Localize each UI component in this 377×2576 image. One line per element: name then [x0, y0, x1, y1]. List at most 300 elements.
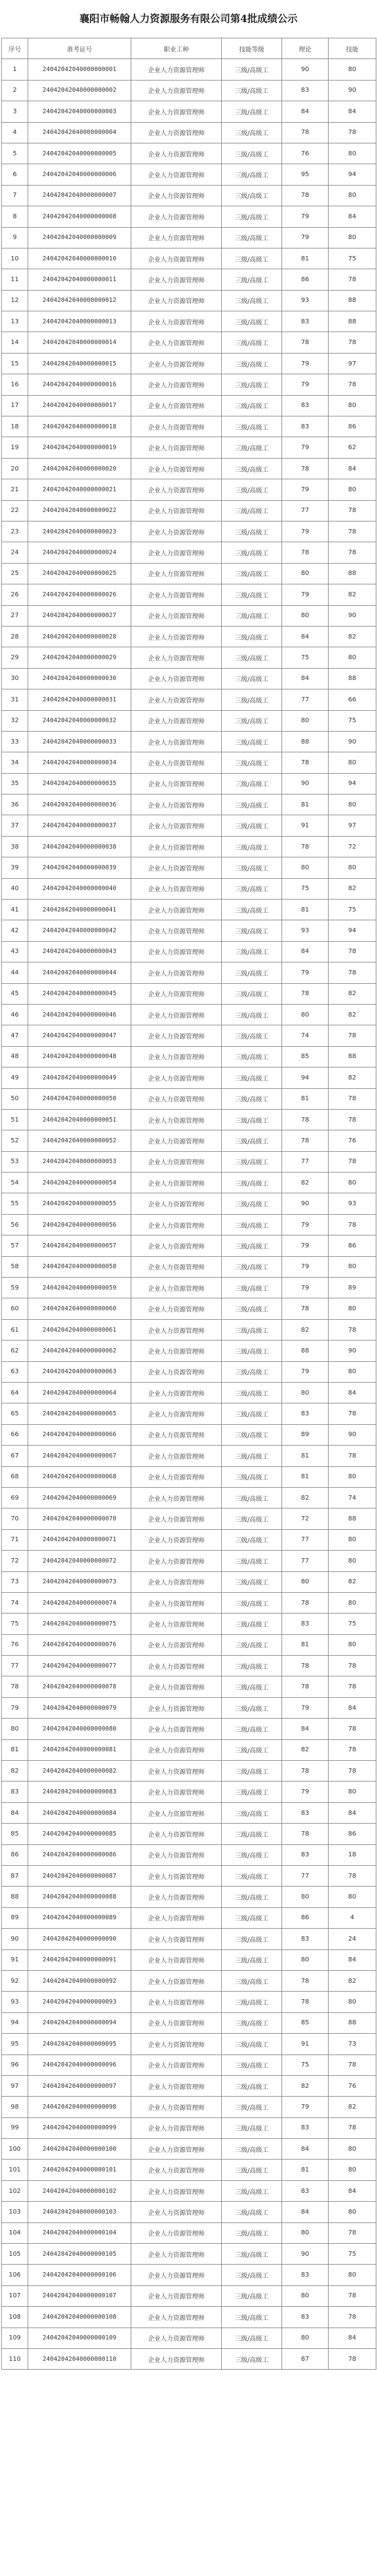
cell-skill-score: 80 [329, 1634, 376, 1655]
cell-occupation: 企业人力资源管理师 [131, 101, 222, 122]
cell-ticket-number: 24042042040000000004 [28, 122, 131, 143]
cell-skill-level: 三级/高级工 [222, 731, 282, 752]
cell-seq: 46 [2, 1004, 28, 1025]
cell-skill-level: 三级/高级工 [222, 1656, 282, 1676]
cell-skill-score: 78 [329, 2307, 376, 2328]
cell-seq: 11 [2, 269, 28, 290]
cell-ticket-number: 24042042040000000016 [28, 374, 131, 395]
cell-ticket-number: 24042042040000000014 [28, 332, 131, 353]
cell-seq: 92 [2, 1970, 28, 1991]
table-row [2, 1004, 376, 1025]
table-row [2, 1551, 376, 1571]
cell-seq: 21 [2, 479, 28, 500]
cell-skill-level: 三级/高级工 [222, 752, 282, 773]
cell-theory-score: 78 [282, 122, 329, 143]
cell-skill-level: 三级/高级工 [222, 416, 282, 437]
cell-skill-score: 78 [329, 1865, 376, 1886]
cell-skill-score: 82 [329, 1571, 376, 1592]
cell-skill-level: 三级/高级工 [222, 353, 282, 374]
cell-skill-level: 三级/高级工 [222, 1025, 282, 1046]
table-row [2, 1256, 376, 1277]
cell-seq: 89 [2, 1907, 28, 1928]
cell-ticket-number: 24042042040000000082 [28, 1761, 131, 1781]
table-row [2, 206, 376, 227]
cell-occupation: 企业人力资源管理师 [131, 2180, 222, 2201]
cell-skill-level: 三级/高级工 [222, 206, 282, 227]
cell-theory-score: 85 [282, 1046, 329, 1067]
cell-skill-score: 88 [329, 1508, 376, 1529]
cell-ticket-number: 24042042040000000068 [28, 1466, 131, 1487]
cell-ticket-number: 24042042040000000041 [28, 900, 131, 920]
cell-skill-score: 78 [329, 2222, 376, 2243]
cell-occupation: 企业人力资源管理师 [131, 2055, 222, 2075]
cell-theory-score: 78 [282, 752, 329, 773]
table-row [2, 1929, 376, 1949]
header-occupation: 职业工种 [131, 38, 222, 59]
cell-theory-score: 78 [282, 1992, 329, 2012]
cell-occupation: 企业人力资源管理师 [131, 1634, 222, 1655]
table-row [2, 1907, 376, 1928]
table-row [2, 1214, 376, 1235]
cell-skill-level: 三级/高级工 [222, 710, 282, 731]
cell-occupation: 企业人力资源管理师 [131, 668, 222, 689]
cell-skill-level: 三级/高级工 [222, 689, 282, 710]
cell-skill-level: 三级/高级工 [222, 437, 282, 458]
cell-skill-level: 三级/高级工 [222, 1929, 282, 1949]
cell-seq: 74 [2, 1592, 28, 1613]
cell-ticket-number: 24042042040000000033 [28, 731, 131, 752]
cell-ticket-number: 24042042040000000031 [28, 689, 131, 710]
cell-ticket-number: 24042042040000000070 [28, 1508, 131, 1529]
cell-theory-score: 74 [282, 1025, 329, 1046]
table-row [2, 668, 376, 689]
cell-seq: 64 [2, 1383, 28, 1403]
cell-ticket-number: 24042042040000000024 [28, 542, 131, 563]
cell-theory-score: 80 [282, 1571, 329, 1592]
cell-seq: 102 [2, 2180, 28, 2201]
table-row [2, 1278, 376, 1298]
cell-occupation: 企业人力资源管理师 [131, 269, 222, 290]
cell-ticket-number: 24042042040000000008 [28, 206, 131, 227]
cell-ticket-number: 24042042040000000027 [28, 605, 131, 626]
cell-seq: 82 [2, 1761, 28, 1781]
cell-occupation: 企业人力资源管理师 [131, 563, 222, 584]
cell-ticket-number: 24042042040000000071 [28, 1529, 131, 1550]
cell-theory-score: 79 [282, 1361, 329, 1382]
cell-skill-level: 三级/高级工 [222, 1551, 282, 1571]
cell-ticket-number: 24042042040000000017 [28, 395, 131, 416]
cell-ticket-number: 24042042040000000003 [28, 101, 131, 122]
cell-skill-score: 80 [329, 185, 376, 206]
table-row [2, 1970, 376, 1991]
cell-ticket-number: 24042042040000000074 [28, 1592, 131, 1613]
cell-skill-level: 三级/高级工 [222, 563, 282, 584]
cell-skill-score: 84 [329, 1697, 376, 1718]
table-row [2, 2117, 376, 2138]
table-row [2, 1656, 376, 1676]
cell-theory-score: 79 [282, 206, 329, 227]
cell-seq: 13 [2, 311, 28, 332]
cell-seq: 22 [2, 500, 28, 521]
table-row [2, 647, 376, 668]
cell-occupation: 企业人力资源管理师 [131, 2117, 222, 2138]
cell-skill-level: 三级/高级工 [222, 1970, 282, 1991]
cell-occupation: 企业人力资源管理师 [131, 1571, 222, 1592]
header-theory-score: 理论 [282, 38, 329, 59]
cell-skill-level: 三级/高级工 [222, 2012, 282, 2033]
cell-skill-score: 80 [329, 857, 376, 878]
table-row [2, 311, 376, 332]
cell-theory-score: 88 [282, 731, 329, 752]
cell-ticket-number: 24042042040000000064 [28, 1383, 131, 1403]
cell-theory-score: 78 [282, 332, 329, 353]
cell-occupation: 企业人力资源管理师 [131, 353, 222, 374]
cell-theory-score: 84 [282, 626, 329, 647]
table-row [2, 731, 376, 752]
cell-skill-level: 三级/高级工 [222, 1068, 282, 1088]
cell-skill-level: 三级/高级工 [222, 2180, 282, 2201]
cell-theory-score: 84 [282, 2139, 329, 2160]
cell-ticket-number: 24042042040000000099 [28, 2117, 131, 2138]
cell-ticket-number: 24042042040000000100 [28, 2139, 131, 2160]
cell-theory-score: 77 [282, 1865, 329, 1886]
cell-theory-score: 83 [282, 2117, 329, 2138]
cell-seq: 65 [2, 1403, 28, 1424]
table-row [2, 290, 376, 311]
cell-occupation: 企业人力资源管理师 [131, 1487, 222, 1508]
cell-theory-score: 77 [282, 689, 329, 710]
cell-seq: 70 [2, 1508, 28, 1529]
cell-skill-level: 三级/高级工 [222, 1193, 282, 1214]
cell-theory-score: 84 [282, 1719, 329, 1739]
cell-seq: 86 [2, 1844, 28, 1865]
table-row [2, 1109, 376, 1130]
cell-theory-score: 93 [282, 290, 329, 311]
cell-theory-score: 81 [282, 2160, 329, 2180]
table-row [2, 1634, 376, 1655]
cell-occupation: 企业人力资源管理师 [131, 752, 222, 773]
cell-theory-score: 80 [282, 1949, 329, 1970]
cell-ticket-number: 24042042040000000019 [28, 437, 131, 458]
cell-occupation: 企业人力资源管理师 [131, 1130, 222, 1151]
cell-ticket-number: 24042042040000000067 [28, 1446, 131, 1466]
cell-skill-score: 78 [329, 2348, 376, 2369]
cell-occupation: 企业人力资源管理师 [131, 164, 222, 185]
cell-occupation: 企业人力资源管理师 [131, 1824, 222, 1844]
cell-skill-score: 78 [329, 374, 376, 395]
table-row [2, 626, 376, 647]
cell-theory-score: 79 [282, 1781, 329, 1802]
cell-seq: 73 [2, 1571, 28, 1592]
table-row [2, 900, 376, 920]
cell-theory-score: 82 [282, 1319, 329, 1340]
cell-ticket-number: 24042042040000000037 [28, 815, 131, 836]
cell-seq: 37 [2, 815, 28, 836]
cell-theory-score: 91 [282, 2034, 329, 2055]
cell-skill-score: 73 [329, 2034, 376, 2055]
cell-ticket-number: 24042042040000000107 [28, 2285, 131, 2306]
cell-occupation: 企业人力资源管理师 [131, 1173, 222, 1193]
cell-skill-level: 三级/高级工 [222, 1278, 282, 1298]
table-row [2, 2139, 376, 2160]
cell-skill-level: 三级/高级工 [222, 1529, 282, 1550]
cell-skill-level: 三级/高级工 [222, 1088, 282, 1109]
table-row [2, 80, 376, 101]
cell-occupation: 企业人力资源管理师 [131, 80, 222, 101]
cell-skill-level: 三级/高级工 [222, 857, 282, 878]
cell-skill-score: 94 [329, 920, 376, 941]
cell-ticket-number: 24042042040000000061 [28, 1319, 131, 1340]
cell-occupation: 企业人力资源管理师 [131, 1278, 222, 1298]
cell-occupation: 企业人力资源管理师 [131, 689, 222, 710]
cell-skill-level: 三级/高级工 [222, 269, 282, 290]
cell-occupation: 企业人力资源管理师 [131, 374, 222, 395]
cell-seq: 67 [2, 1446, 28, 1466]
cell-ticket-number: 24042042040000000079 [28, 1697, 131, 1718]
cell-skill-score: 4 [329, 1907, 376, 1928]
cell-theory-score: 84 [282, 101, 329, 122]
table-row [2, 101, 376, 122]
table-row [2, 563, 376, 584]
cell-skill-level: 三级/高级工 [222, 815, 282, 836]
table-row [2, 542, 376, 563]
cell-occupation: 企业人力资源管理师 [131, 1551, 222, 1571]
cell-theory-score: 79 [282, 2097, 329, 2117]
cell-theory-score: 83 [282, 1802, 329, 1823]
cell-ticket-number: 24042042040000000005 [28, 143, 131, 164]
cell-skill-level: 三级/高级工 [222, 584, 282, 605]
cell-skill-level: 三级/高级工 [222, 626, 282, 647]
cell-skill-score: 78 [329, 269, 376, 290]
cell-skill-score: 84 [329, 2328, 376, 2348]
cell-theory-score: 83 [282, 2265, 329, 2285]
cell-seq: 16 [2, 374, 28, 395]
cell-occupation: 企业人力资源管理师 [131, 1046, 222, 1067]
cell-theory-score: 86 [282, 1907, 329, 1928]
cell-theory-score: 82 [282, 1487, 329, 1508]
cell-theory-score: 93 [282, 920, 329, 941]
cell-theory-score: 86 [282, 269, 329, 290]
cell-skill-score: 75 [329, 248, 376, 269]
cell-occupation: 企业人力资源管理师 [131, 1151, 222, 1172]
cell-skill-score: 82 [329, 584, 376, 605]
cell-occupation: 企业人力资源管理师 [131, 1214, 222, 1235]
table-row [2, 1865, 376, 1886]
table-row [2, 857, 376, 878]
cell-skill-score: 90 [329, 1424, 376, 1445]
cell-skill-level: 三级/高级工 [222, 2075, 282, 2096]
cell-seq: 1 [2, 59, 28, 80]
cell-seq: 105 [2, 2244, 28, 2265]
table-row [2, 479, 376, 500]
cell-skill-level: 三级/高级工 [222, 374, 282, 395]
cell-seq: 27 [2, 605, 28, 626]
cell-skill-level: 三级/高级工 [222, 1004, 282, 1025]
cell-skill-level: 三级/高级工 [222, 900, 282, 920]
cell-skill-score: 72 [329, 836, 376, 857]
cell-skill-score: 78 [329, 1025, 376, 1046]
cell-seq: 7 [2, 185, 28, 206]
cell-skill-score: 88 [329, 668, 376, 689]
cell-skill-level: 三级/高级工 [222, 962, 282, 983]
cell-seq: 5 [2, 143, 28, 164]
cell-occupation: 企业人力资源管理师 [131, 1781, 222, 1802]
cell-skill-score: 80 [329, 752, 376, 773]
cell-ticket-number: 24042042040000000095 [28, 2034, 131, 2055]
cell-theory-score: 81 [282, 1446, 329, 1466]
cell-theory-score: 81 [282, 248, 329, 269]
cell-occupation: 企业人力资源管理师 [131, 2012, 222, 2033]
table-row [2, 2202, 376, 2222]
cell-ticket-number: 24042042040000000093 [28, 1992, 131, 2012]
table-row [2, 941, 376, 962]
cell-theory-score: 83 [282, 80, 329, 101]
cell-skill-score: 78 [329, 332, 376, 353]
cell-ticket-number: 24042042040000000083 [28, 1781, 131, 1802]
cell-skill-level: 三级/高级工 [222, 1802, 282, 1823]
cell-ticket-number: 24042042040000000013 [28, 311, 131, 332]
cell-ticket-number: 24042042040000000002 [28, 80, 131, 101]
table-row [2, 2244, 376, 2265]
cell-skill-level: 三级/高级工 [222, 1781, 282, 1802]
cell-seq: 14 [2, 332, 28, 353]
cell-occupation: 企业人力资源管理师 [131, 2348, 222, 2369]
cell-theory-score: 75 [282, 878, 329, 899]
cell-ticket-number: 24042042040000000096 [28, 2055, 131, 2075]
table-row [2, 353, 376, 374]
cell-skill-level: 三级/高级工 [222, 542, 282, 563]
table-row [2, 1761, 376, 1781]
cell-occupation: 企业人力资源管理师 [131, 1865, 222, 1886]
cell-skill-score: 76 [329, 2075, 376, 2096]
cell-occupation: 企业人力资源管理师 [131, 1844, 222, 1865]
cell-skill-score: 80 [329, 2265, 376, 2285]
cell-ticket-number: 24042042040000000076 [28, 1634, 131, 1655]
cell-skill-level: 三级/高级工 [222, 458, 282, 479]
cell-skill-level: 三级/高级工 [222, 59, 282, 80]
cell-skill-score: 84 [329, 1383, 376, 1403]
cell-seq: 49 [2, 1068, 28, 1088]
cell-skill-level: 三级/高级工 [222, 920, 282, 941]
cell-skill-score: 75 [329, 710, 376, 731]
cell-skill-level: 三级/高级工 [222, 248, 282, 269]
cell-skill-level: 三级/高级工 [222, 1487, 282, 1508]
cell-ticket-number: 24042042040000000065 [28, 1403, 131, 1424]
table-row [2, 521, 376, 542]
cell-theory-score: 79 [282, 1697, 329, 1718]
cell-skill-level: 三级/高级工 [222, 1214, 282, 1235]
cell-ticket-number: 24042042040000000089 [28, 1907, 131, 1928]
cell-occupation: 企业人力资源管理师 [131, 605, 222, 626]
cell-ticket-number: 24042042040000000097 [28, 2075, 131, 2096]
cell-skill-score: 94 [329, 164, 376, 185]
cell-skill-score: 84 [329, 1802, 376, 1823]
cell-skill-level: 三级/高级工 [222, 1383, 282, 1403]
cell-theory-score: 78 [282, 1970, 329, 1991]
cell-occupation: 企业人力资源管理师 [131, 290, 222, 311]
cell-theory-score: 78 [282, 983, 329, 1004]
cell-skill-level: 三级/高级工 [222, 2034, 282, 2055]
cell-seq: 10 [2, 248, 28, 269]
table-row [2, 1802, 376, 1823]
cell-seq: 90 [2, 1929, 28, 1949]
cell-skill-score: 78 [329, 1214, 376, 1235]
cell-ticket-number: 24042042040000000042 [28, 920, 131, 941]
cell-skill-level: 三级/高级工 [222, 1907, 282, 1928]
cell-skill-level: 三级/高级工 [222, 1109, 282, 1130]
cell-skill-score: 78 [329, 2285, 376, 2306]
cell-seq: 68 [2, 1466, 28, 1487]
cell-skill-score: 78 [329, 542, 376, 563]
cell-ticket-number: 24042042040000000036 [28, 795, 131, 815]
cell-skill-score: 80 [329, 647, 376, 668]
cell-skill-score: 90 [329, 731, 376, 752]
cell-skill-score: 90 [329, 80, 376, 101]
cell-skill-score: 82 [329, 983, 376, 1004]
cell-occupation: 企业人力资源管理师 [131, 1656, 222, 1676]
cell-theory-score: 80 [282, 1383, 329, 1403]
cell-occupation: 企业人力资源管理师 [131, 647, 222, 668]
cell-skill-score: 78 [329, 1319, 376, 1340]
cell-seq: 8 [2, 206, 28, 227]
cell-skill-score: 84 [329, 2180, 376, 2201]
table-row [2, 1298, 376, 1319]
header-skill-score: 技能 [329, 38, 376, 59]
cell-skill-level: 三级/高级工 [222, 1614, 282, 1634]
cell-theory-score: 81 [282, 900, 329, 920]
cell-ticket-number: 24042042040000000081 [28, 1739, 131, 1760]
cell-skill-score: 82 [329, 2097, 376, 2117]
results-table [1, 38, 376, 2370]
cell-theory-score: 88 [282, 1341, 329, 1361]
cell-ticket-number: 24042042040000000048 [28, 1046, 131, 1067]
cell-skill-level: 三级/高级工 [222, 2265, 282, 2285]
cell-skill-level: 三级/高级工 [222, 1676, 282, 1697]
cell-occupation: 企业人力资源管理师 [131, 773, 222, 794]
cell-theory-score: 81 [282, 1466, 329, 1487]
cell-theory-score: 82 [282, 1739, 329, 1760]
cell-theory-score: 95 [282, 164, 329, 185]
cell-occupation: 企业人力资源管理师 [131, 1697, 222, 1718]
cell-skill-score: 78 [329, 2117, 376, 2138]
page-title: 襄阳市畅翰人力资源服务有限公司第4批成绩公示 [79, 13, 298, 25]
cell-seq: 96 [2, 2055, 28, 2075]
cell-skill-score: 90 [329, 605, 376, 626]
cell-skill-score: 89 [329, 1278, 376, 1298]
cell-skill-level: 三级/高级工 [222, 2139, 282, 2160]
cell-theory-score: 80 [282, 1004, 329, 1025]
table-row [2, 1383, 376, 1403]
cell-ticket-number: 24042042040000000045 [28, 983, 131, 1004]
cell-ticket-number: 24042042040000000029 [28, 647, 131, 668]
cell-skill-score: 78 [329, 1719, 376, 1739]
cell-occupation: 企业人力资源管理师 [131, 2034, 222, 2055]
cell-skill-level: 三级/高级工 [222, 1634, 282, 1655]
cell-theory-score: 85 [282, 2012, 329, 2033]
cell-skill-level: 三级/高级工 [222, 1403, 282, 1424]
cell-ticket-number: 24042042040000000039 [28, 857, 131, 878]
cell-occupation: 企业人力资源管理师 [131, 458, 222, 479]
cell-occupation: 企业人力资源管理师 [131, 2222, 222, 2243]
cell-skill-level: 三级/高级工 [222, 521, 282, 542]
cell-occupation: 企业人力资源管理师 [131, 983, 222, 1004]
cell-theory-score: 79 [282, 479, 329, 500]
cell-skill-level: 三级/高级工 [222, 479, 282, 500]
cell-skill-score: 84 [329, 458, 376, 479]
cell-ticket-number: 24042042040000000069 [28, 1487, 131, 1508]
cell-seq: 91 [2, 1949, 28, 1970]
cell-ticket-number: 24042042040000000020 [28, 458, 131, 479]
